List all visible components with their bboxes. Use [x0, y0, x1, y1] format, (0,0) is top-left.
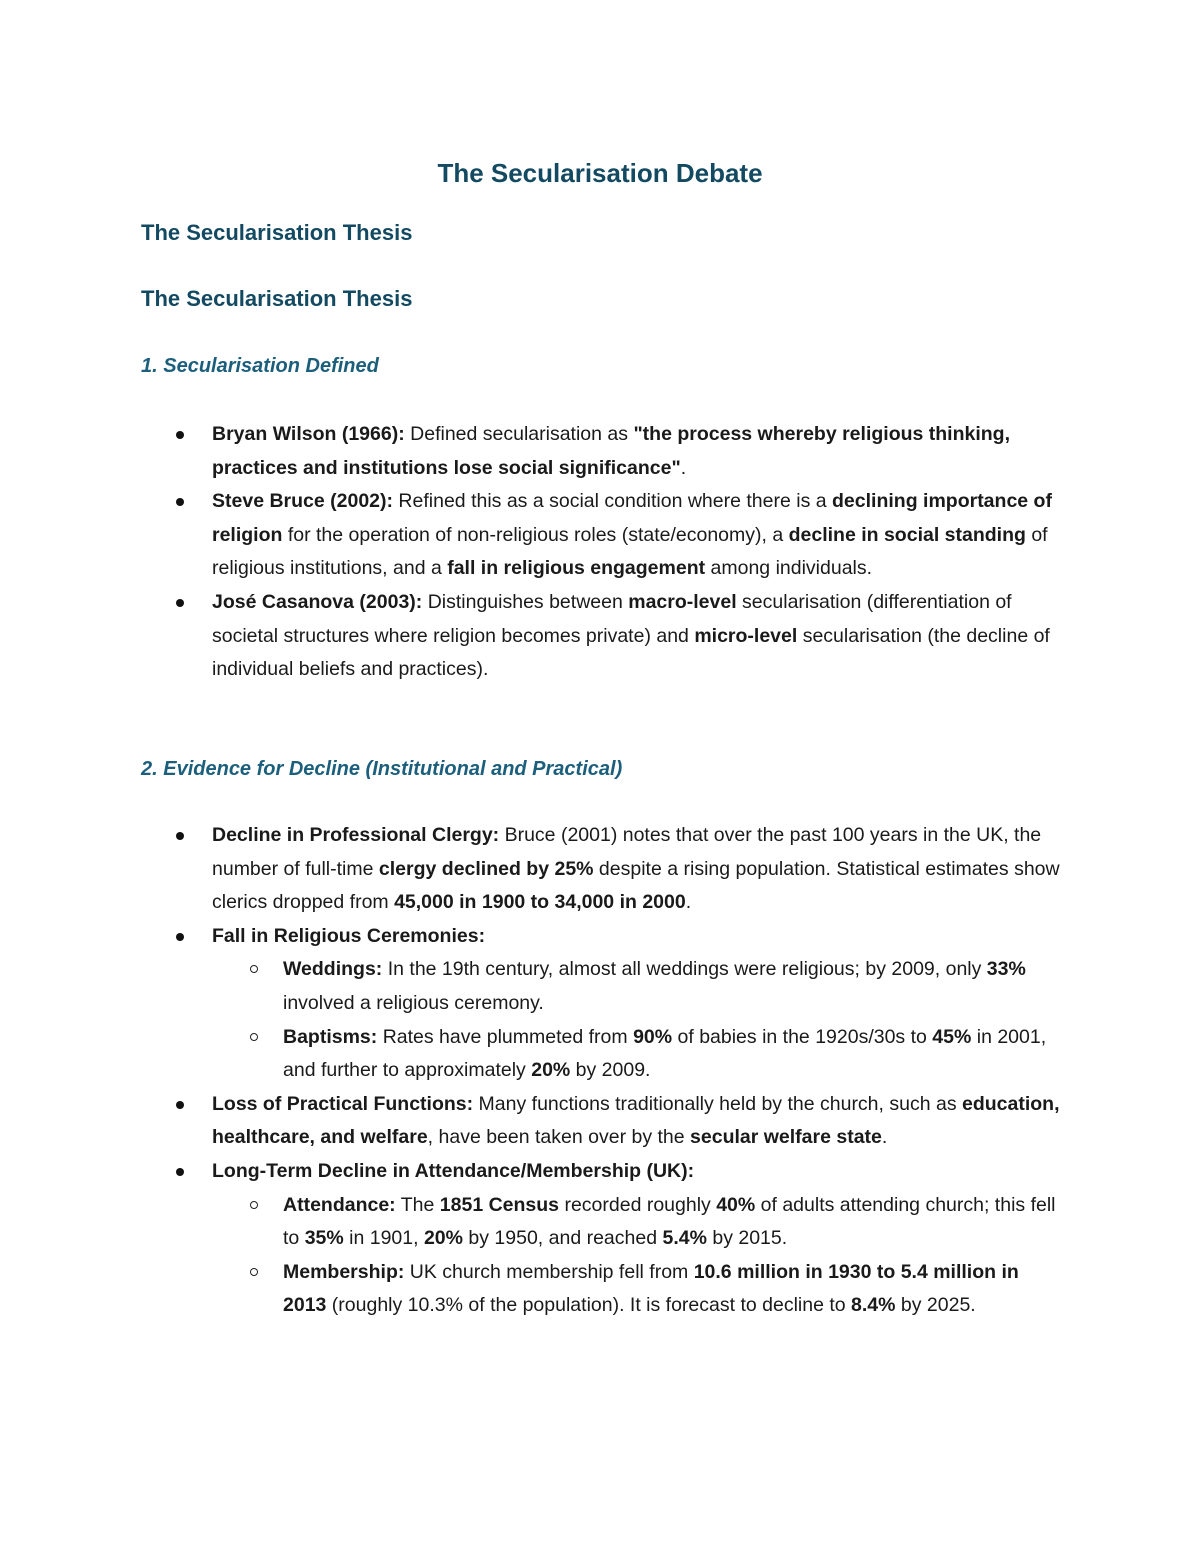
term: Bryan Wilson (1966):: [212, 423, 405, 445]
term: Fall in Religious Ceremonies:: [212, 924, 486, 947]
list-item-functions: [212, 1088, 1062, 1155]
term: Membership:: [283, 1260, 405, 1283]
emphasis: secular welfare state: [690, 1126, 882, 1149]
emphasis: 90%: [633, 1025, 673, 1048]
text: (roughly 10.3% of the population). It is forecast to decline to: [326, 1294, 852, 1317]
text: by 2009.: [570, 1059, 651, 1082]
text: by 1950, and reached: [462, 1227, 663, 1250]
term: Decline in Professional Clergy:: [212, 824, 500, 846]
term: Long-Term Decline in Attendance/Membership (UK):: [212, 1159, 695, 1182]
term: Steve Bruce (2002):: [212, 490, 394, 513]
text: among individuals.: [705, 557, 873, 580]
list-item-clergy: [212, 819, 1062, 920]
term: José Casanova (2003):: [212, 590, 423, 613]
term: Loss of Practical Functions:: [212, 1092, 474, 1115]
text: involved a religious ceremony.: [283, 991, 544, 1014]
attendance-sublist: [212, 1189, 1062, 1323]
text: Refined this as a social condition where there is a: [393, 490, 833, 513]
text: by 2025.: [895, 1294, 976, 1317]
emphasis: 45%: [932, 1025, 972, 1048]
emphasis: clergy declined by 25%: [378, 857, 594, 880]
text: Rates have plummeted from: [377, 1025, 634, 1048]
emphasis: 45,000 in 1900 to 34,000 in 2000: [394, 891, 686, 914]
text: UK church membership fell from: [404, 1260, 694, 1283]
text: secularisation (the decline of individual beliefs and practices).: [212, 624, 1050, 681]
emphasis: 20%: [531, 1059, 571, 1082]
text: of babies in the 1920s/30s to: [672, 1025, 933, 1048]
text: for the operation of non-religious roles (state/economy), a: [282, 523, 789, 546]
term: Weddings:: [283, 958, 383, 981]
text: Distinguishes between: [422, 590, 629, 613]
emphasis: fall in religious engagement: [447, 557, 706, 580]
list-item-ceremonies: [212, 920, 1062, 1088]
emphasis: decline in social standing: [788, 523, 1026, 546]
sublist-item-membership: [283, 1256, 1062, 1323]
text: in 1901,: [343, 1227, 424, 1250]
text: by 2015.: [706, 1227, 788, 1250]
text: The: [395, 1193, 440, 1216]
list-item-attendance-membership: [212, 1155, 1062, 1323]
list-item-bruce: [212, 485, 1062, 586]
text: .: [881, 1126, 888, 1149]
emphasis: declining importance of religion: [212, 490, 1052, 546]
term: Baptisms:: [283, 1025, 378, 1048]
list-item-casanova: [212, 586, 1062, 687]
emphasis: 1851 Census: [439, 1193, 560, 1216]
text: despite a rising population. Statistical estimates show clerics dropped from: [212, 857, 1060, 914]
emphasis: micro-level: [694, 624, 798, 647]
section-2-heading: 2. Evidence for Decline (Institutional and Practical): [141, 758, 623, 780]
text: secularisation (differentiation of societal structures where religion becomes private) and: [212, 590, 1012, 647]
emphasis: 33%: [986, 958, 1026, 981]
text: of religious institutions, and a: [212, 523, 1048, 580]
text: Defined secularisation as: [404, 423, 634, 445]
text: of adults attending church; this fell to: [283, 1193, 1056, 1250]
emphasis: 20%: [423, 1227, 463, 1250]
heading-secularisation-thesis-repeat: The Secularisation Thesis: [141, 286, 413, 311]
emphasis: 5.4%: [662, 1227, 707, 1250]
list-item-wilson: [212, 418, 1062, 485]
text: recorded roughly: [559, 1193, 717, 1216]
emphasis: education, healthcare, and welfare: [212, 1092, 1060, 1149]
sublist-item-weddings: [283, 953, 1062, 1020]
text: , have been taken over by the: [427, 1126, 691, 1149]
text: .: [685, 891, 692, 914]
emphasis: 35%: [304, 1227, 344, 1250]
term: Attendance:: [283, 1193, 396, 1216]
text: in 2001, and further to approximately: [283, 1025, 1047, 1082]
emphasis: macro-level: [628, 590, 737, 613]
ceremonies-sublist: [212, 953, 1062, 1087]
emphasis: 10.6 million in 1930 to 5.4 million in 2013: [283, 1260, 1019, 1317]
heading-secularisation-thesis: The Secularisation Thesis: [141, 220, 413, 245]
section-1-list: [212, 418, 1062, 687]
section-1-heading: 1. Secularisation Defined: [141, 355, 379, 377]
sublist-item-baptisms: [283, 1021, 1062, 1088]
emphasis: 40%: [716, 1193, 756, 1216]
text: Bruce (2001) notes that over the past 100 years in the UK, the number of full-time: [212, 824, 1042, 880]
section-2-list: [212, 819, 1062, 1323]
quote: "the process whereby religious thinking, practices and institutions lose social significance": [212, 423, 1011, 479]
text: In the 19th century, almost all weddings were religious; by 2009, only: [382, 958, 987, 981]
text: .: [680, 456, 687, 479]
document-title: The Secularisation Debate: [437, 158, 763, 188]
text: Many functions traditionally held by the church, such as: [473, 1092, 962, 1115]
sublist-item-attendance: [283, 1189, 1062, 1256]
emphasis: 8.4%: [851, 1294, 896, 1317]
